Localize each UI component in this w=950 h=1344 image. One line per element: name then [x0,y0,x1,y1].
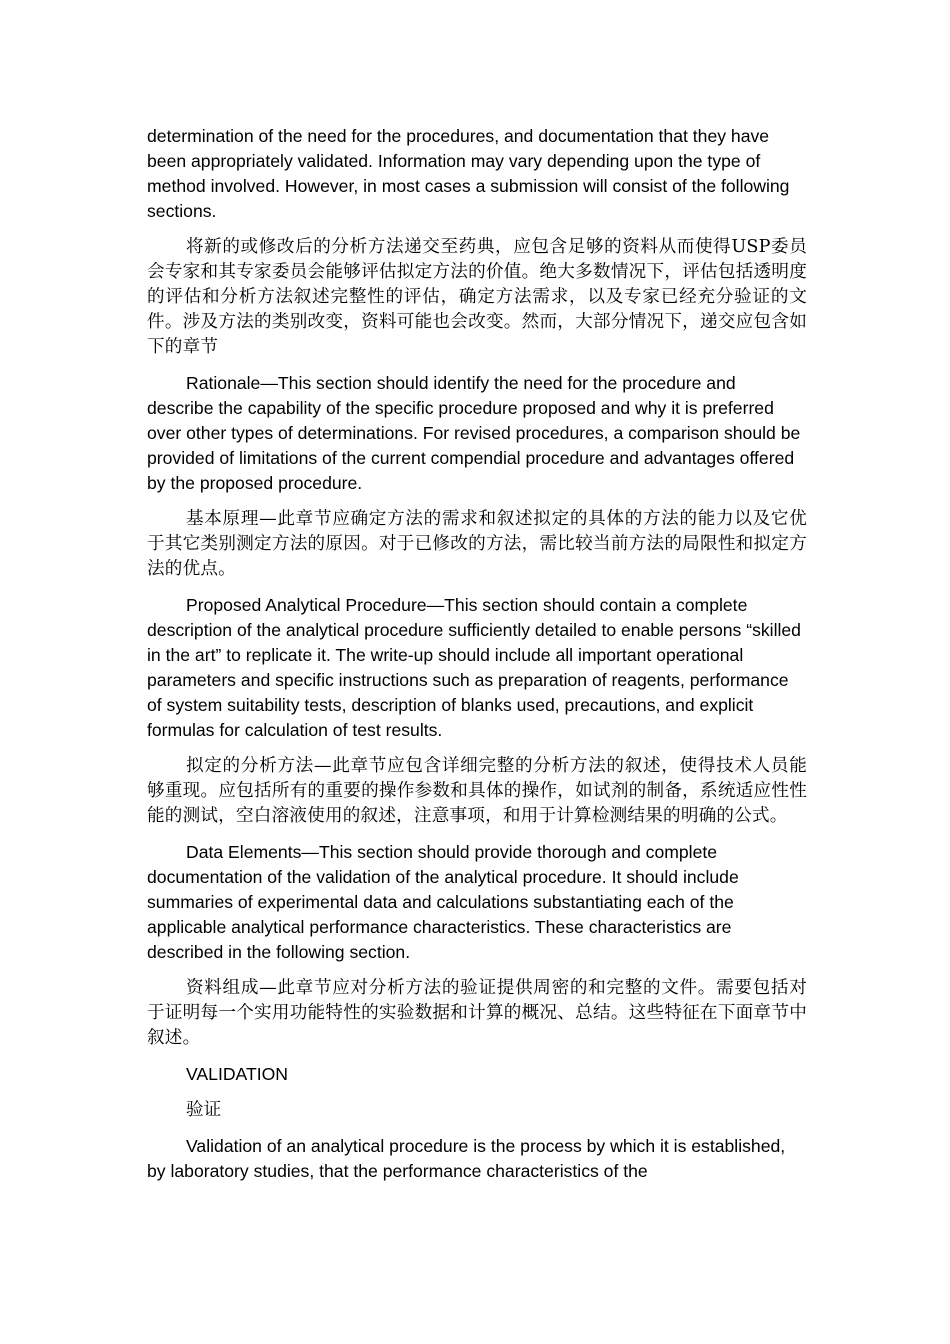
paragraph-intro-en: determination of the need for the procedures, and documentation that they have been appropriately validated. Information may vary depending upon the type of method involved. However, in most cases a submission will consist of the following sections. [147,126,790,221]
paragraph-data-elements-en: Data Elements—This section should provide thorough and complete documentation of the validation of the analytical procedure. It should include summaries of experimental data and calculations substantiating each of the applicable analytical performance characteristics. These characteristics are described in the following section. [147,842,739,962]
paragraph-proposed-procedure-zh: 拟定的分析方法—此章节应包含详细完整的分析方法的叙述，使得技术人员能够重现。应包括所有的重要的操作参数和具体的操作，如试剂的制备，系统适应性性能的测试，空白溶液使用的叙述，注意事项，和用于计算检测结果的明确的公式。 [147,756,807,826]
paragraph-rationale-zh: 基本原理—此章节应确定方法的需求和叙述拟定的具体的方法的能力以及它优于其它类别测定方法的原因。对于已修改的方法，需比较当前方法的局限性和拟定方法的优点。 [147,509,807,579]
section-heading-validation-zh: 验证 [186,1100,222,1120]
document-page [147,124,807,1195]
paragraph-data-elements-zh: 资料组成—此章节应对分析方法的验证提供周密的和完整的文件。需要包括对于证明每一个实用功能特性的实验数据和计算的概况、总结。这些特征在下面章节中叙述。 [147,978,807,1048]
section-heading-validation-en: VALIDATION [186,1064,288,1084]
paragraph-proposed-procedure-en: Proposed Analytical Procedure—This section should contain a complete description of the analytical procedure sufficiently detailed to enable persons “skilled in the art” to replicate it. The write-up should include all important operational parameters and specific instructions such as preparation of reagents, performance of system suitability tests, description of blanks used, precautions, and explicit formulas for calculation of test results. [147,595,801,740]
paragraph-rationale-en: Rationale—This section should identify the need for the procedure and describe the capability of the specific procedure proposed and why it is preferred over other types of determinations. For revised procedures, a comparison should be provided of limitations of the current compendial procedure and advantages offered by the proposed procedure. [147,373,801,493]
paragraph-validation-en: Validation of an analytical procedure is the process by which it is established, by laboratory studies, that the performance characteristics of the [147,1136,786,1181]
paragraph-intro-zh: 将新的或修改后的分析方法递交至药典，应包含足够的资料从而使得USP委员会专家和其专家委员会能够评估拟定方法的价值。绝大多数情况下，评估包括透明度的评估和分析方法叙述完整性的评估，确定方法需求，以及专家已经充分验证的文件。涉及方法的类别改变，资料可能也会改变。然而，大部分情况下，递交应包含如下的章节 [147,237,807,357]
